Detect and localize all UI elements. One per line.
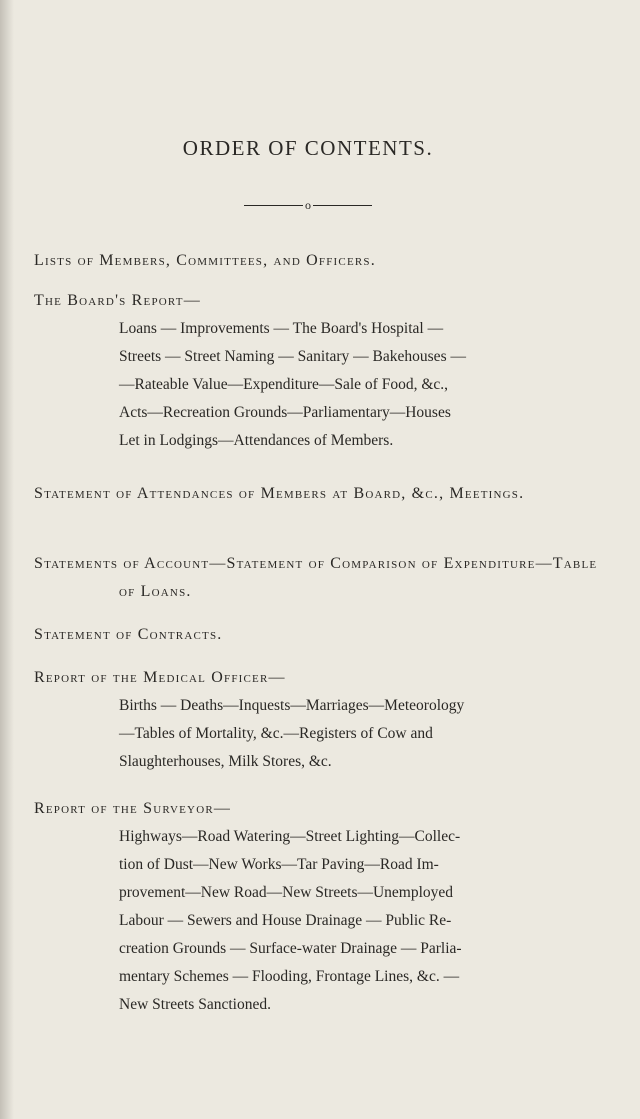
contents-entry-members — [34, 247, 606, 275]
entry-heading: Statement of Contracts. — [34, 626, 223, 643]
detail-line: Let in Lodgings—Attendances of Members. — [119, 432, 394, 449]
detail-line: creation Grounds — Surface-water Drainage — Parlia- — [119, 940, 462, 957]
entry-details — [119, 315, 606, 455]
entry-details — [119, 823, 606, 1019]
detail-line: —Tables of Mortality, &c.—Registers of Cow and — [119, 725, 433, 742]
entry-details — [119, 692, 606, 776]
detail-line: tion of Dust—New Works—Tar Paving—Road Im- — [119, 856, 439, 873]
detail-line: —Rateable Value—Expenditure—Sale of Food, &c., — [119, 376, 449, 393]
entry-heading: Lists of Members, Committees, and Officers. — [34, 252, 376, 269]
entry-heading: Statement of Attendances of Members at Board, &c., Meetings. — [34, 485, 525, 502]
page-title: ORDER OF CONTENTS. — [182, 136, 434, 160]
detail-line: mentary Schemes — Flooding, Frontage Lines, &c. — — [119, 968, 460, 985]
detail-line: provement—New Road—New Streets—Unemployed — [119, 884, 454, 901]
detail-line: New Streets Sanctioned. — [119, 996, 271, 1013]
entry-heading: Report of the Medical Officer— — [34, 669, 286, 686]
title-separator — [244, 198, 372, 212]
separator-mark: o — [305, 198, 311, 212]
contents-entry-attendances — [34, 480, 606, 508]
separator-rule-right — [313, 205, 372, 206]
contents-entry-medical-officer — [34, 664, 606, 776]
detail-line: Slaughterhouses, Milk Stores, &c. — [119, 753, 332, 770]
entry-heading: Statements of Account—Statement of Comparison of Expenditure—Table of Loans. — [34, 555, 598, 600]
detail-line: Loans — Improvements — The Board's Hospital — — [119, 320, 444, 337]
contents-entry-accounts — [34, 550, 606, 606]
detail-line: Labour — Sewers and House Drainage — Public Re- — [119, 912, 452, 929]
detail-line: Highways—Road Watering—Street Lighting—Collec- — [119, 828, 461, 845]
detail-line: Streets — Street Naming — Sanitary — Bakehouses — — [119, 348, 466, 365]
entry-heading: Report of the Surveyor— — [34, 800, 232, 817]
contents-entry-surveyor — [34, 795, 606, 1019]
separator-rule-left — [244, 205, 303, 206]
contents-entry-contracts — [34, 621, 606, 649]
contents-entry-boards-report — [34, 287, 606, 455]
detail-line: Births — Deaths—Inquests—Marriages—Meteorology — [119, 697, 465, 714]
page-edge-shadow — [0, 0, 14, 1119]
detail-line: Acts—Recreation Grounds—Parliamentary—Houses — [119, 404, 451, 421]
entry-heading: The Board's Report— — [34, 292, 201, 309]
